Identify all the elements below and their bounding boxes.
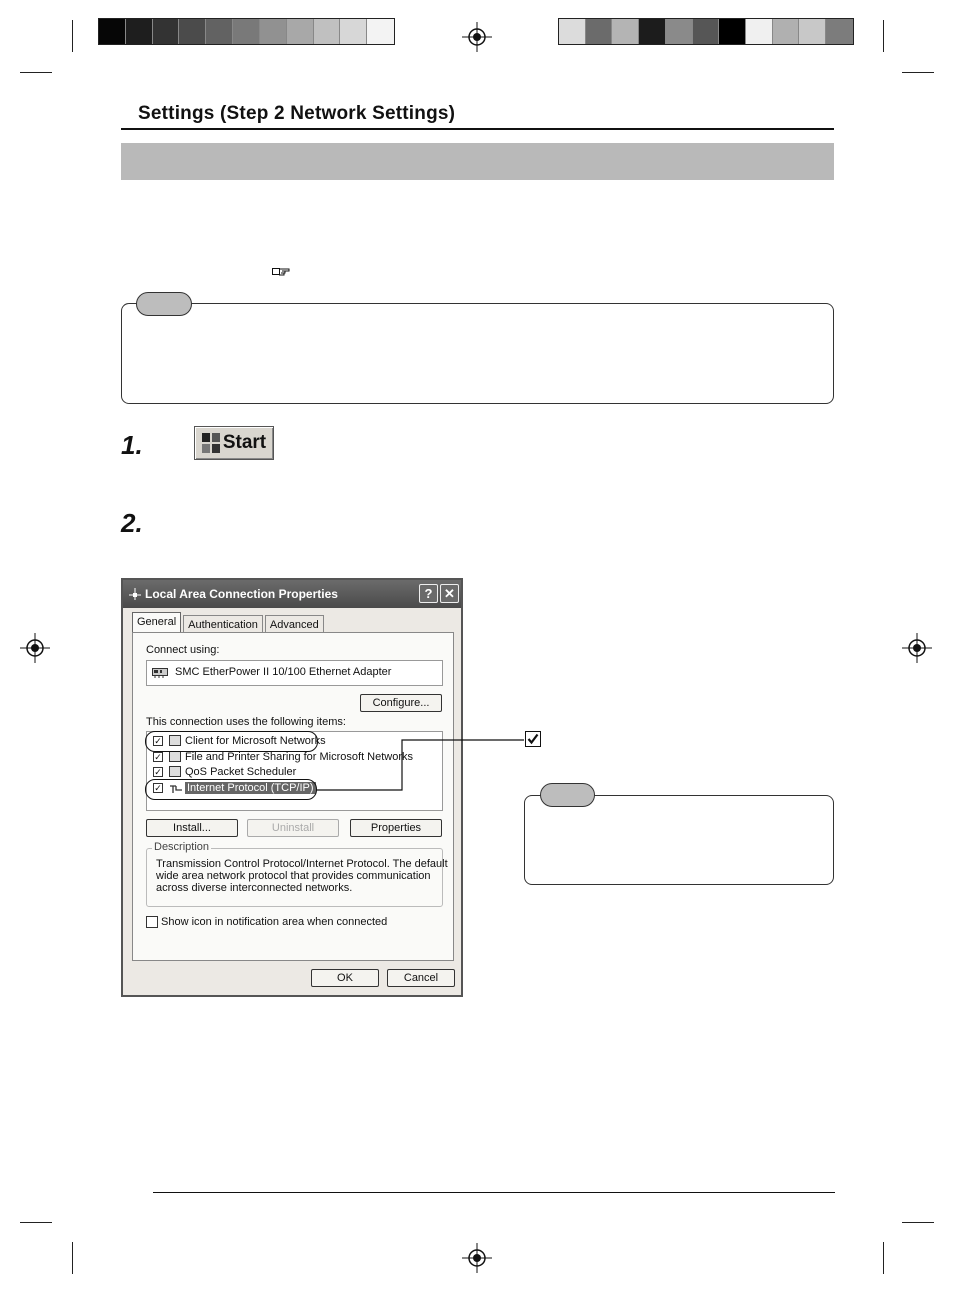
color-calibration-bar-left (98, 18, 395, 45)
note-box (121, 303, 834, 404)
item-label: Internet Protocol (TCP/IP) (187, 782, 314, 794)
adapter-field (146, 660, 443, 686)
note-box (524, 795, 834, 885)
registration-mark-icon (462, 22, 492, 52)
dialog-title: Local Area Connection Properties (145, 587, 338, 601)
callout-oval-tcpip (145, 779, 317, 800)
tab-advanced[interactable]: Advanced (265, 615, 324, 634)
page-title: Settings (Step 2 Network Settings) (138, 103, 456, 124)
start-button[interactable] (194, 426, 274, 460)
registration-mark-icon (462, 1243, 492, 1273)
trim-mark (883, 1242, 884, 1274)
color-swatch (639, 19, 666, 44)
help-button[interactable]: ? (419, 584, 438, 603)
color-swatch (612, 19, 639, 44)
color-swatch (773, 19, 800, 44)
network-icon (129, 588, 141, 600)
cancel-button[interactable]: Cancel (387, 969, 455, 987)
pointing-hand-icon (272, 265, 291, 277)
color-swatch (799, 19, 826, 44)
items-label: This connection uses the following items: (146, 716, 346, 728)
registration-mark-icon (902, 633, 932, 663)
color-calibration-bar-right (558, 18, 854, 45)
step-number: 2. (121, 508, 143, 538)
trim-mark (20, 72, 52, 73)
network-adapter-icon (152, 668, 168, 679)
note-tab (540, 783, 595, 807)
color-swatch (287, 19, 314, 44)
ok-button[interactable]: OK (311, 969, 379, 987)
color-swatch (826, 19, 853, 44)
color-swatch (233, 19, 260, 44)
color-swatch (126, 19, 153, 44)
footer-rule (153, 1192, 835, 1193)
item-label: QoS Packet Scheduler (185, 766, 297, 778)
callout-connector (316, 738, 526, 792)
description-label: Description (154, 841, 210, 853)
color-swatch (367, 19, 394, 44)
item-checkbox[interactable]: ✓ (154, 736, 162, 746)
printer-icon (169, 751, 181, 762)
scheduler-icon (169, 766, 181, 777)
color-swatch (666, 19, 693, 44)
install-button[interactable]: Install... (146, 819, 238, 837)
color-swatch (260, 19, 287, 44)
close-button[interactable]: ✕ (440, 584, 459, 603)
section-heading-band (121, 143, 834, 180)
color-swatch (746, 19, 773, 44)
properties-button[interactable]: Properties (350, 819, 442, 837)
trim-mark (902, 72, 934, 73)
color-swatch (179, 19, 206, 44)
color-swatch (206, 19, 233, 44)
description-line: Transmission Control Protocol/Internet Protocol. The default (156, 858, 448, 870)
configure-button[interactable]: Configure... (360, 694, 442, 712)
tab-general[interactable]: General (132, 612, 181, 634)
connect-using-label: Connect using: (146, 644, 220, 656)
trim-mark (20, 1222, 52, 1223)
description-group (146, 841, 448, 907)
color-swatch (314, 19, 341, 44)
show-icon-label: Show icon in notification area when connected (161, 916, 388, 928)
color-swatch (153, 19, 180, 44)
step-number: 1. (121, 430, 143, 460)
color-swatch (340, 19, 367, 44)
description-line: wide area network protocol that provides communication (156, 870, 431, 882)
color-swatch (693, 19, 720, 44)
item-label: Client for Microsoft Networks (185, 735, 326, 747)
start-button-label: Start (222, 432, 267, 453)
tab-authentication[interactable]: Authentication (183, 615, 263, 634)
trim-mark (902, 1222, 934, 1223)
trim-mark (883, 20, 884, 52)
trim-mark (72, 1242, 73, 1274)
item-checkbox[interactable]: ✓ (154, 767, 162, 777)
item-checkbox[interactable]: ✓ (154, 783, 162, 793)
color-swatch (99, 19, 126, 44)
dialog-titlebar[interactable] (123, 580, 461, 608)
description-line: across diverse interconnected networks. (156, 882, 353, 894)
windows-flag-icon (202, 433, 220, 453)
item-label: File and Printer Sharing for Microsoft Networks (185, 751, 414, 763)
trim-mark (72, 20, 73, 52)
show-icon-checkbox[interactable] (146, 916, 158, 928)
item-checkbox[interactable]: ✓ (154, 752, 162, 762)
header-rule (121, 128, 834, 130)
color-swatch (586, 19, 613, 44)
tab-strip (132, 614, 326, 634)
callout-oval-client (145, 731, 318, 752)
note-tab (136, 292, 192, 316)
color-swatch (719, 19, 746, 44)
checked-checkbox-icon (525, 731, 541, 747)
adapter-name: SMC EtherPower II 10/100 Ethernet Adapter (175, 666, 392, 678)
uninstall-button: Uninstall (247, 819, 339, 837)
color-swatch (559, 19, 586, 44)
registration-mark-icon (20, 633, 50, 663)
